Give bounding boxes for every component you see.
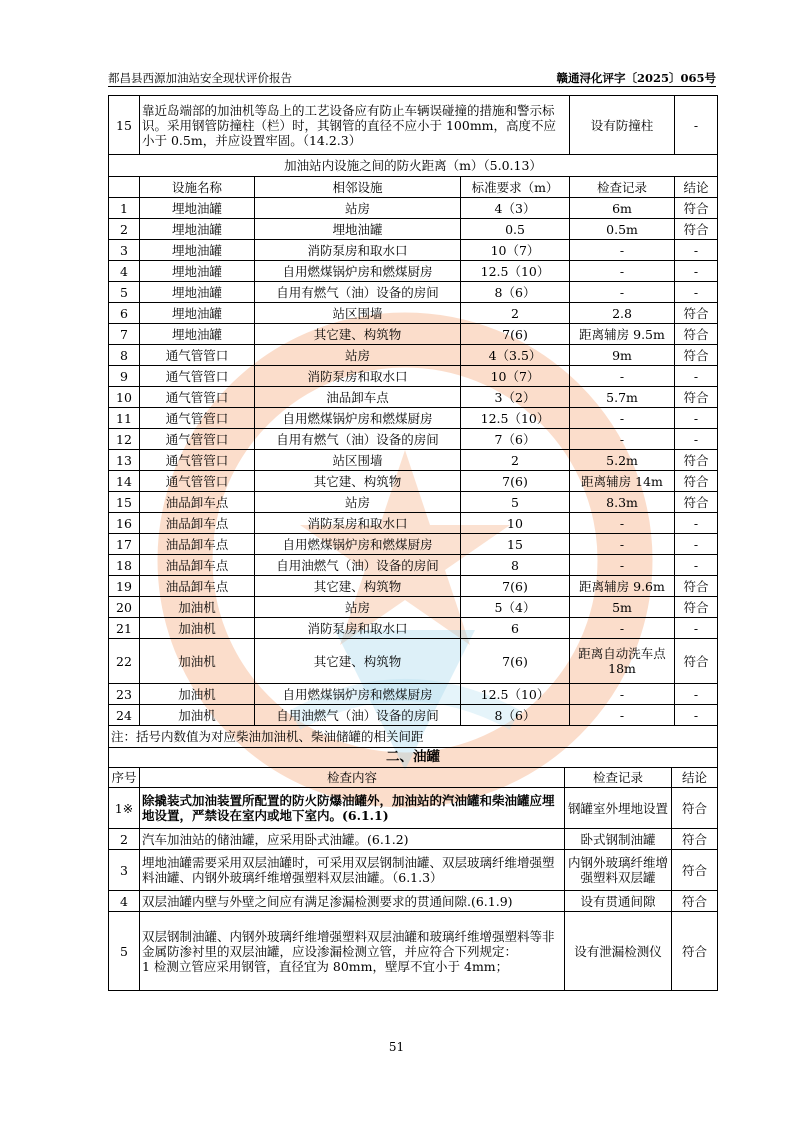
adjacent-facility: 自用燃煤锅炉房和燃煤厨房 <box>255 684 461 705</box>
row-number: 2 <box>109 829 140 850</box>
tank-check-table <box>108 747 718 991</box>
header-facility: 设施名称 <box>140 177 255 198</box>
row-number: 21 <box>109 618 140 639</box>
row-number: 24 <box>109 705 140 726</box>
check-result: - <box>675 282 718 303</box>
table-row <box>109 684 718 705</box>
check-record: - <box>570 408 675 429</box>
check-record: 设有贯通间隙 <box>565 891 672 912</box>
row-number: 5 <box>109 912 140 991</box>
check-result: - <box>675 618 718 639</box>
check-record: - <box>570 513 675 534</box>
adjacent-facility: 站区围墙 <box>255 450 461 471</box>
table-row <box>109 492 718 513</box>
row-number: 19 <box>109 576 140 597</box>
row-number: 15 <box>109 96 140 155</box>
page-header <box>108 70 716 87</box>
check-result: 符合 <box>672 829 718 850</box>
table-header-row <box>109 768 718 788</box>
facility-name: 通气管管口 <box>140 345 255 366</box>
table-row <box>109 597 718 618</box>
check-record: - <box>570 618 675 639</box>
check-record: 2.8 <box>570 303 675 324</box>
check-record: 5.7m <box>570 387 675 408</box>
row-number: 18 <box>109 555 140 576</box>
row-number: 5 <box>109 282 140 303</box>
facility-name: 加油机 <box>140 684 255 705</box>
check-result: 符合 <box>675 345 718 366</box>
check-record: 设有防撞柱 <box>570 96 675 155</box>
table-row <box>109 429 718 450</box>
adjacent-facility: 自用燃煤锅炉房和燃煤厨房 <box>255 408 461 429</box>
section-title: 二、油罐 <box>109 748 718 768</box>
standard-requirement: 5 <box>461 492 570 513</box>
table-row <box>109 408 718 429</box>
check-result: - <box>675 261 718 282</box>
standard-requirement: 7(6) <box>461 576 570 597</box>
table-row <box>109 387 718 408</box>
check-record: 0.5m <box>570 219 675 240</box>
facility-name: 油品卸车点 <box>140 492 255 513</box>
standard-requirement: 10（7） <box>461 240 570 261</box>
check-record: - <box>570 282 675 303</box>
check-result: 符合 <box>675 387 718 408</box>
row-number: 4 <box>109 261 140 282</box>
facility-name: 通气管管口 <box>140 408 255 429</box>
row-number: 17 <box>109 534 140 555</box>
standard-requirement: 8（6） <box>461 282 570 303</box>
check-result: 符合 <box>675 450 718 471</box>
header-adjacent: 相邻设施 <box>255 177 461 198</box>
facility-name: 油品卸车点 <box>140 576 255 597</box>
table-row <box>109 198 718 219</box>
table-header-row <box>109 177 718 198</box>
check-record: 钢罐室外埋地设置 <box>565 788 672 829</box>
standard-requirement: 6 <box>461 618 570 639</box>
table-row <box>109 534 718 555</box>
page-number: 51 <box>388 1040 405 1054</box>
adjacent-facility: 油品卸车点 <box>255 387 461 408</box>
check-record: - <box>570 366 675 387</box>
adjacent-facility: 其它建、构筑物 <box>255 576 461 597</box>
standard-requirement: 8 <box>461 555 570 576</box>
header-result: 结论 <box>672 768 718 788</box>
adjacent-facility: 站房 <box>255 345 461 366</box>
check-result: 符合 <box>672 912 718 991</box>
adjacent-facility: 站区围墙 <box>255 303 461 324</box>
check-result: - <box>675 240 718 261</box>
check-result: 符合 <box>672 891 718 912</box>
adjacent-facility: 自用燃煤锅炉房和燃煤厨房 <box>255 261 461 282</box>
standard-requirement: 2 <box>461 303 570 324</box>
facility-name: 通气管管口 <box>140 471 255 492</box>
standard-requirement: 15 <box>461 534 570 555</box>
check-result: - <box>675 684 718 705</box>
check-result: 符合 <box>675 324 718 345</box>
table-row <box>109 219 718 240</box>
adjacent-facility: 站房 <box>255 597 461 618</box>
table-row <box>109 912 718 991</box>
check-result: - <box>675 513 718 534</box>
facility-name: 加油机 <box>140 597 255 618</box>
facility-name: 埋地油罐 <box>140 198 255 219</box>
check-record: - <box>570 684 675 705</box>
check-record: 9m <box>570 345 675 366</box>
check-record: 距离辅房 9.6m <box>570 576 675 597</box>
standard-requirement: 7(6) <box>461 639 570 684</box>
standard-requirement: 4（3） <box>461 198 570 219</box>
standard-requirement: 12.5（10） <box>461 408 570 429</box>
check-result: 符合 <box>675 303 718 324</box>
facility-name: 埋地油罐 <box>140 219 255 240</box>
row-number: 1 <box>109 198 140 219</box>
standard-requirement: 3（2） <box>461 387 570 408</box>
adjacent-facility: 其它建、构筑物 <box>255 324 461 345</box>
check-result: 符合 <box>672 788 718 829</box>
row-number: 10 <box>109 387 140 408</box>
table-row <box>109 240 718 261</box>
check-record: 6m <box>570 198 675 219</box>
table-row <box>109 96 718 155</box>
facility-name: 通气管管口 <box>140 366 255 387</box>
check-result: - <box>675 555 718 576</box>
adjacent-facility: 站房 <box>255 492 461 513</box>
table-row <box>109 891 718 912</box>
standard-requirement: 2 <box>461 450 570 471</box>
row-number: 13 <box>109 450 140 471</box>
row-number: 7 <box>109 324 140 345</box>
check-record: 距离辅房 14m <box>570 471 675 492</box>
adjacent-facility: 自用有燃气（油）设备的房间 <box>255 282 461 303</box>
row-number: 8 <box>109 345 140 366</box>
row-number: 3 <box>109 850 140 891</box>
check-content: 双层油罐内壁与外壁之间应有满足渗漏检测要求的贯通间隙.(6.1.9) <box>140 891 565 912</box>
check-result: - <box>675 408 718 429</box>
standard-requirement: 12.5（10） <box>461 684 570 705</box>
check-result: 符合 <box>675 576 718 597</box>
adjacent-facility: 其它建、构筑物 <box>255 639 461 684</box>
adjacent-facility: 自用有燃气（油）设备的房间 <box>255 429 461 450</box>
row-number: 12 <box>109 429 140 450</box>
header-record: 检查记录 <box>565 768 672 788</box>
check-result: 符合 <box>675 471 718 492</box>
table-row <box>109 261 718 282</box>
table-row <box>109 618 718 639</box>
standard-requirement: 7(6) <box>461 471 570 492</box>
adjacent-facility: 消防泵房和取水口 <box>255 240 461 261</box>
table-row <box>109 555 718 576</box>
table-row <box>109 282 718 303</box>
row-number: 3 <box>109 240 140 261</box>
row-number: 14 <box>109 471 140 492</box>
table-row <box>109 850 718 891</box>
standard-requirement: 12.5（10） <box>461 261 570 282</box>
table-row <box>109 829 718 850</box>
standard-requirement: 8（6） <box>461 705 570 726</box>
row-number: 6 <box>109 303 140 324</box>
row-number: 23 <box>109 684 140 705</box>
row-number: 4 <box>109 891 140 912</box>
adjacent-facility: 消防泵房和取水口 <box>255 366 461 387</box>
table-row <box>109 345 718 366</box>
adjacent-facility: 自用油燃气（油）设备的房间 <box>255 555 461 576</box>
facility-name: 通气管管口 <box>140 429 255 450</box>
check-content: 除撬装式加油装置所配置的防火防爆油罐外，加油站的汽油罐和柴油罐应埋地设置，严禁设在室内或地下室内。(6.1.1) <box>140 788 565 829</box>
standard-requirement: 5（4） <box>461 597 570 618</box>
standard-requirement: 7(6) <box>461 324 570 345</box>
table-note: 注：括号内数值为对应柴油加油机、柴油储罐的相关间距 <box>109 726 718 748</box>
check-result: 符合 <box>675 198 718 219</box>
adjacent-facility: 消防泵房和取水口 <box>255 513 461 534</box>
facility-name: 加油机 <box>140 705 255 726</box>
distance-table-title: 加油站内设施之间的防火距离（m）（5.0.13） <box>109 155 718 177</box>
row-number: 16 <box>109 513 140 534</box>
row-number: 22 <box>109 639 140 684</box>
header-no: 序号 <box>109 768 140 788</box>
check-result: - <box>675 705 718 726</box>
standard-requirement: 0.5 <box>461 219 570 240</box>
check-record: - <box>570 534 675 555</box>
adjacent-facility: 自用油燃气（油）设备的房间 <box>255 705 461 726</box>
table-note-row <box>109 726 718 748</box>
check-record: 设有泄漏检测仪 <box>565 912 672 991</box>
check-content: 汽车加油站的储油罐，应采用卧式油罐。(6.1.2) <box>140 829 565 850</box>
facility-name: 埋地油罐 <box>140 324 255 345</box>
check-result: 符合 <box>672 850 718 891</box>
standard-requirement: 10 <box>461 513 570 534</box>
table-row <box>109 324 718 345</box>
facility-name: 加油机 <box>140 639 255 684</box>
standard-requirement: 7（6） <box>461 429 570 450</box>
header-result: 结论 <box>675 177 718 198</box>
check-record: 8.3m <box>570 492 675 513</box>
check-result: - <box>675 366 718 387</box>
row-number: 9 <box>109 366 140 387</box>
row-number: 20 <box>109 597 140 618</box>
facility-name: 埋地油罐 <box>140 282 255 303</box>
facility-name: 埋地油罐 <box>140 303 255 324</box>
row-number: 15 <box>109 492 140 513</box>
table-row <box>109 366 718 387</box>
table-row <box>109 450 718 471</box>
header-content: 检查内容 <box>140 768 565 788</box>
facility-name: 油品卸车点 <box>140 555 255 576</box>
check-content: 双层钢制油罐、内钢外玻璃纤维增强塑料双层油罐和玻璃纤维增强塑料等非金属防渗衬里的双层油罐，应设渗漏检测立管，并应符合下列规定： 1 检测立管应采用钢管，直径宜为 80mm，壁厚不宜小于 4mm； <box>140 912 565 991</box>
adjacent-facility: 其它建、构筑物 <box>255 471 461 492</box>
report-number: 赣通浔化评字〔2025〕065号 <box>556 71 716 85</box>
check-content: 靠近岛端部的加油机等岛上的工艺设备应有防止车辆误碰撞的措施和警示标识。采用钢管防撞柱（栏）时，其钢管的直径不应小于 100mm，高度不应小于 0.5m，并应设置牢固。（14.2.3） <box>140 96 570 155</box>
table-row <box>109 705 718 726</box>
check-record: 5.2m <box>570 450 675 471</box>
facility-name: 埋地油罐 <box>140 261 255 282</box>
table-row <box>109 303 718 324</box>
check-record: - <box>570 261 675 282</box>
header-record: 检查记录 <box>570 177 675 198</box>
row-number: 11 <box>109 408 140 429</box>
table-title-row <box>109 155 718 177</box>
table-row <box>109 788 718 829</box>
check-record: - <box>570 240 675 261</box>
table-row <box>109 639 718 684</box>
adjacent-facility: 站房 <box>255 198 461 219</box>
facility-name: 加油机 <box>140 618 255 639</box>
check-result: 符合 <box>675 597 718 618</box>
check-record: 内钢外玻璃纤维增强塑料双层罐 <box>565 850 672 891</box>
check-record: - <box>570 555 675 576</box>
row-number: 1※ <box>109 788 140 829</box>
table-row <box>109 513 718 534</box>
check-result: - <box>675 429 718 450</box>
check-result: 符合 <box>675 492 718 513</box>
fire-distance-table <box>108 95 718 748</box>
adjacent-facility: 消防泵房和取水口 <box>255 618 461 639</box>
adjacent-facility: 自用燃煤锅炉房和燃煤厨房 <box>255 534 461 555</box>
check-record: 5m <box>570 597 675 618</box>
check-record: 距离自动洗车点 18m <box>570 639 675 684</box>
check-record: - <box>570 429 675 450</box>
facility-name: 油品卸车点 <box>140 513 255 534</box>
table-row <box>109 576 718 597</box>
table-row <box>109 471 718 492</box>
check-record: 卧式钢制油罐 <box>565 829 672 850</box>
standard-requirement: 4（3.5） <box>461 345 570 366</box>
check-content: 埋地油罐需要采用双层油罐时，可采用双层钢制油罐、双层玻璃纤维增强塑料油罐、内钢外玻璃纤维增强塑料双层油罐。（6.1.3） <box>140 850 565 891</box>
standard-requirement: 10（7） <box>461 366 570 387</box>
facility-name: 油品卸车点 <box>140 534 255 555</box>
check-record: - <box>570 705 675 726</box>
check-result: - <box>675 534 718 555</box>
facility-name: 通气管管口 <box>140 387 255 408</box>
header-standard: 标准要求（m） <box>461 177 570 198</box>
check-result: 符合 <box>675 639 718 684</box>
section-title-row <box>109 748 718 768</box>
check-result: 符合 <box>675 219 718 240</box>
adjacent-facility: 埋地油罐 <box>255 219 461 240</box>
check-result: - <box>675 96 718 155</box>
row-number: 2 <box>109 219 140 240</box>
check-record: 距离辅房 9.5m <box>570 324 675 345</box>
facility-name: 通气管管口 <box>140 450 255 471</box>
facility-name: 埋地油罐 <box>140 240 255 261</box>
report-title: 都昌县西源加油站安全现状评价报告 <box>108 71 292 85</box>
